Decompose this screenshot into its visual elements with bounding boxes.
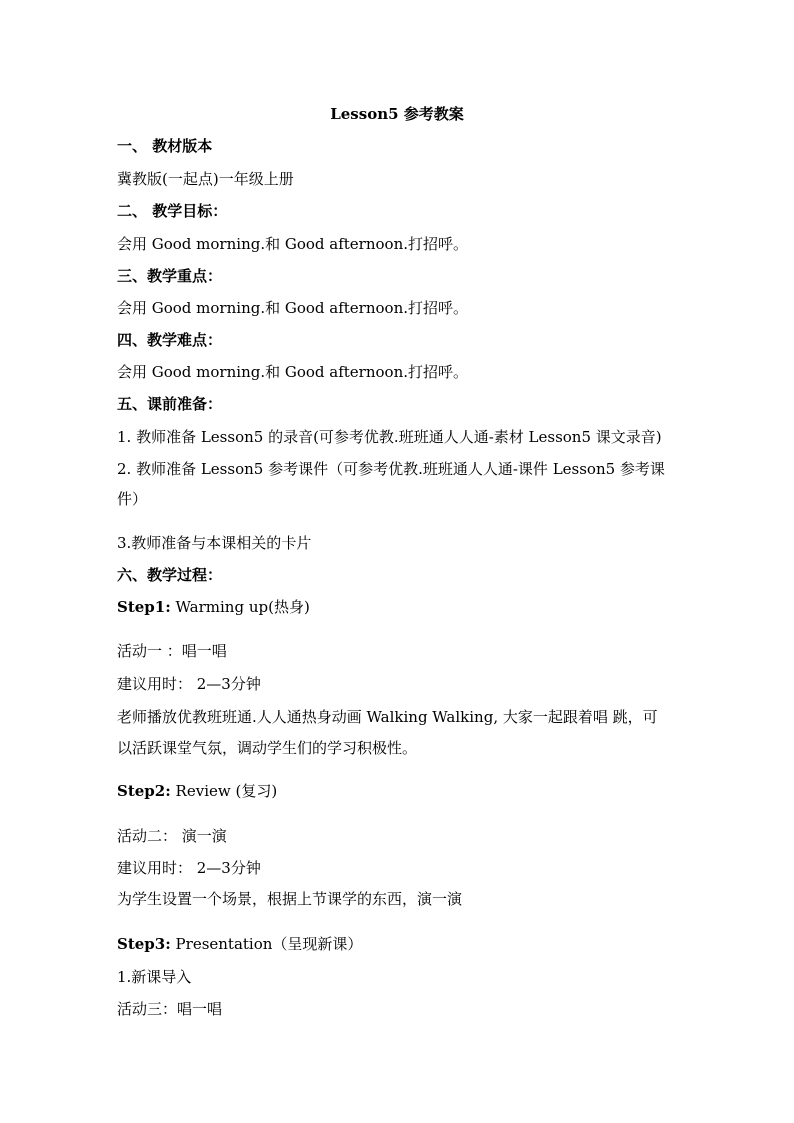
step-3-label: Step3:: [117, 935, 171, 953]
section-2-heading: 二、 教学目标：: [117, 202, 228, 220]
section-4-text: 会用 Good morning.和 Good afternoon.打招呼。: [117, 363, 468, 381]
section-2-text: 会用 Good morning.和 Good afternoon.打招呼。: [117, 235, 468, 253]
step-2-label: Step2:: [117, 782, 171, 800]
step-2-title: Review (复习): [170, 782, 278, 800]
activity-2-time: 建议用时： 2—3分钟: [117, 859, 261, 877]
activity-1-time: 建议用时： 2—3分钟: [117, 675, 261, 693]
activity-2: 活动二： 演一演: [117, 827, 227, 845]
section-6-heading: 六、教学过程：: [117, 566, 223, 584]
page-title: Lesson5 参考教案: [330, 105, 464, 123]
step-1-label: Step1:: [117, 598, 171, 616]
prep-item-3: 3.教师准备与本课相关的卡片: [117, 534, 312, 552]
step-3-subsection-1: 1.新课导入: [117, 968, 192, 986]
prep-item-2-line-1: 2. 教师准备 Lesson5 参考课件（可参考优教.班班通人人通-课件 Lesson5 参考课: [117, 460, 665, 478]
step-3-heading: [117, 934, 362, 954]
step-1-heading: [117, 597, 310, 617]
section-4-heading: 四、教学难点：: [117, 331, 223, 349]
section-5-heading: 五、课前准备：: [117, 395, 223, 413]
section-1-text: 冀教版(一起点)一年级上册: [117, 170, 294, 188]
prep-item-1: 1. 教师准备 Lesson5 的录音(可参考优教.班班通人人通-素材 Lesson5 课文录音): [117, 428, 662, 446]
section-3-heading: 三、教学重点：: [117, 267, 223, 285]
activity-1: 活动一 ：唱一唱: [117, 642, 227, 660]
step-3-title: Presentation（呈现新课）: [170, 935, 363, 953]
prep-item-2-line-2: 件）: [117, 490, 148, 508]
activity-1-desc-line-1: 老师播放优教班班通.人人通热身动画 Walking Walking, 大家一起跟着唱 跳，可: [117, 708, 658, 726]
step-1-title: Warming up(热身): [170, 598, 310, 616]
step-2-heading: [117, 781, 277, 801]
section-3-text: 会用 Good morning.和 Good afternoon.打招呼。: [117, 299, 468, 317]
section-1-heading: 一、 教材版本: [117, 137, 213, 155]
activity-1-desc-line-2: 以活跃课堂气氛，调动学生们的学习积极性。: [117, 739, 418, 757]
activity-2-desc: 为学生设置一个场景，根据上节课学的东西，演一演: [117, 890, 463, 908]
activity-3: 活动三：唱一唱: [117, 1000, 223, 1018]
